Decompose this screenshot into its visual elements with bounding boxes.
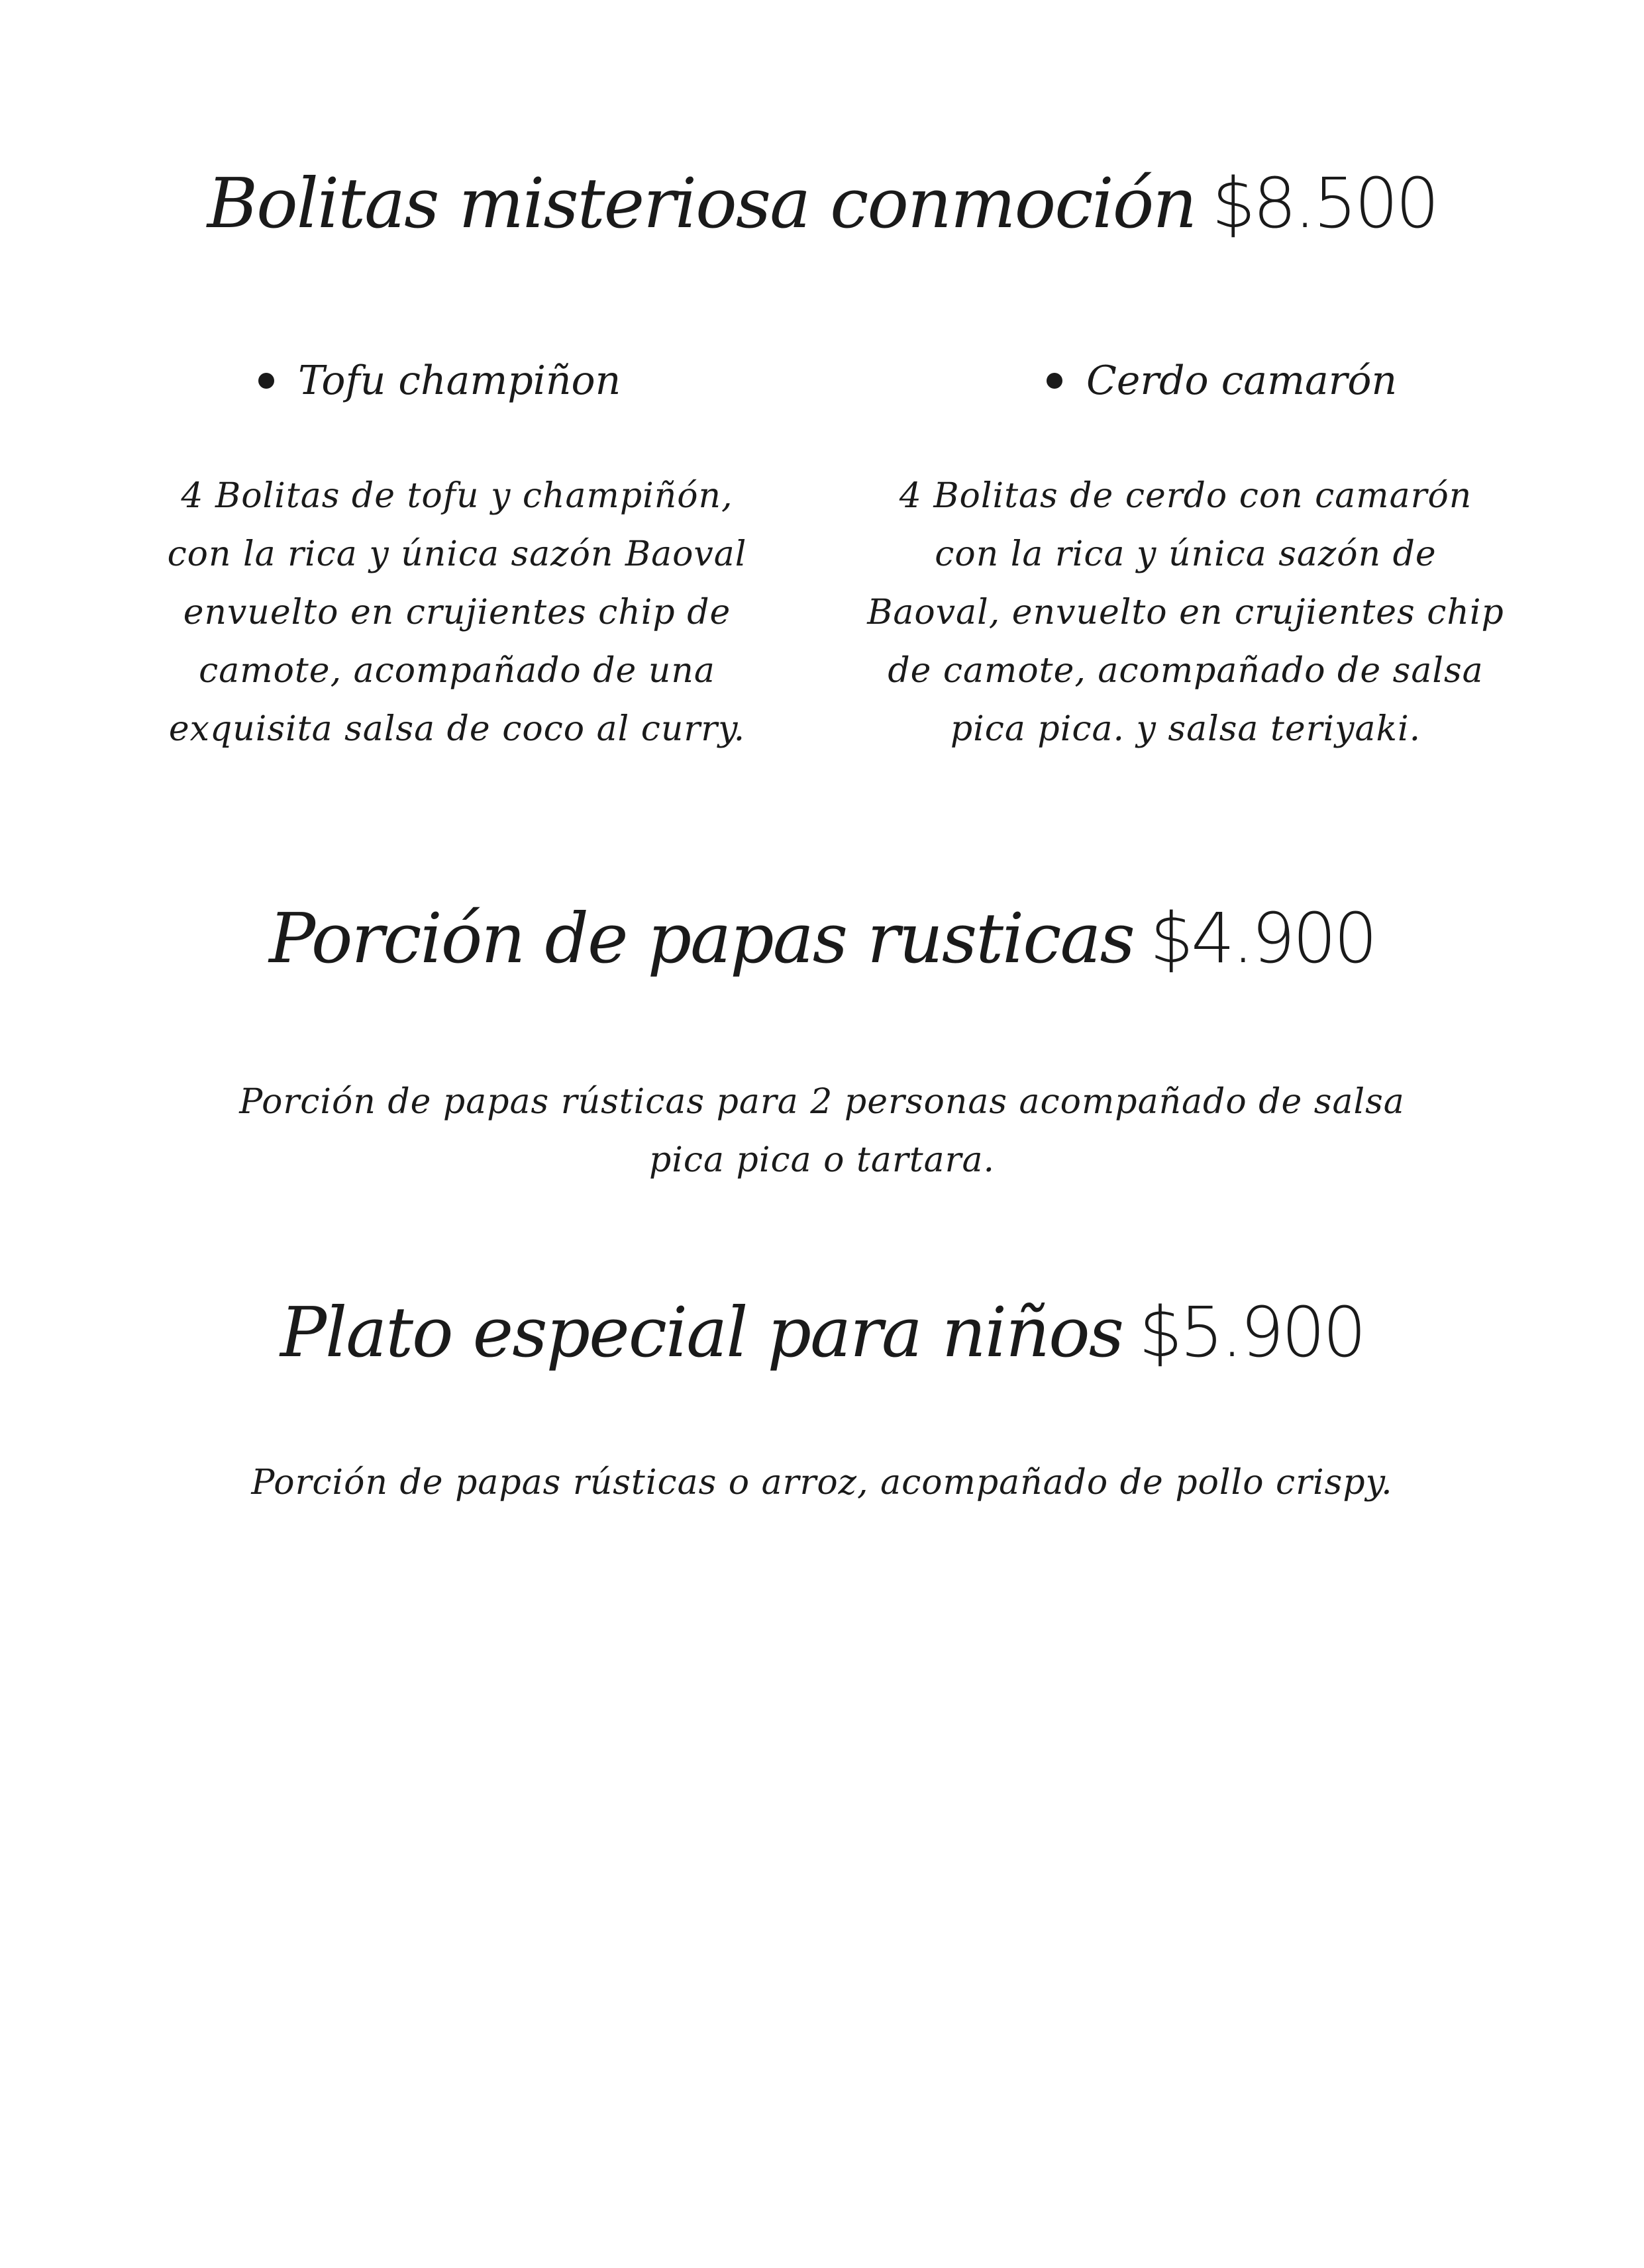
- option-name: Cerdo camarón: [1086, 358, 1398, 404]
- description-line: exquisita salsa de coco al curry.: [168, 709, 746, 749]
- description-line: pica pica o tartara.: [648, 1140, 996, 1180]
- bullet-icon: [1047, 373, 1062, 389]
- section-heading-papas: [0, 898, 1644, 979]
- description-line: Porción de papas rústicas para 2 personas acompañado de salsa: [239, 1082, 1405, 1122]
- description-line: Baoval, envuelto en crujientes chip: [867, 593, 1504, 632]
- description-line: con la rica y única sazón Baoval: [167, 534, 747, 574]
- option-name: Tofu champiñon: [298, 358, 621, 404]
- section-price: $5.900: [1139, 1292, 1364, 1373]
- section-price: $8.500: [1211, 163, 1437, 244]
- description-line: 4 Bolitas de tofu y champiñón,: [181, 476, 733, 516]
- section-heading-bolitas: [0, 163, 1644, 244]
- option-description-cerdo: [854, 467, 1517, 758]
- option-tofu-champinon: [258, 358, 621, 404]
- section-title: Porción de papas rusticas: [269, 898, 1134, 979]
- description-line: envuelto en crujientes chip de: [183, 593, 731, 632]
- description-line: pica pica. y salsa teriyaki.: [950, 709, 1421, 749]
- section-heading-ninos: [0, 1292, 1644, 1373]
- description-line: Porción de papas rústicas o arroz, acompañado de pollo crispy.: [251, 1463, 1393, 1503]
- bullet-icon: [258, 373, 274, 389]
- option-description-tofu: [126, 467, 788, 758]
- description-line: de camote, acompañado de salsa: [888, 651, 1484, 691]
- option-cerdo-camaron: [1047, 358, 1397, 404]
- description-line: con la rica y única sazón de: [935, 534, 1437, 574]
- section-price: $4.900: [1149, 898, 1375, 979]
- section-title: Plato especial para niños: [280, 1292, 1123, 1373]
- section-description-papas: [160, 1073, 1484, 1189]
- section-title: Bolitas misteriosa conmoción: [207, 163, 1196, 244]
- description-line: 4 Bolitas de cerdo con camarón: [899, 476, 1472, 516]
- section-description-ninos: [160, 1454, 1484, 1512]
- description-line: camote, acompañado de una: [199, 651, 715, 691]
